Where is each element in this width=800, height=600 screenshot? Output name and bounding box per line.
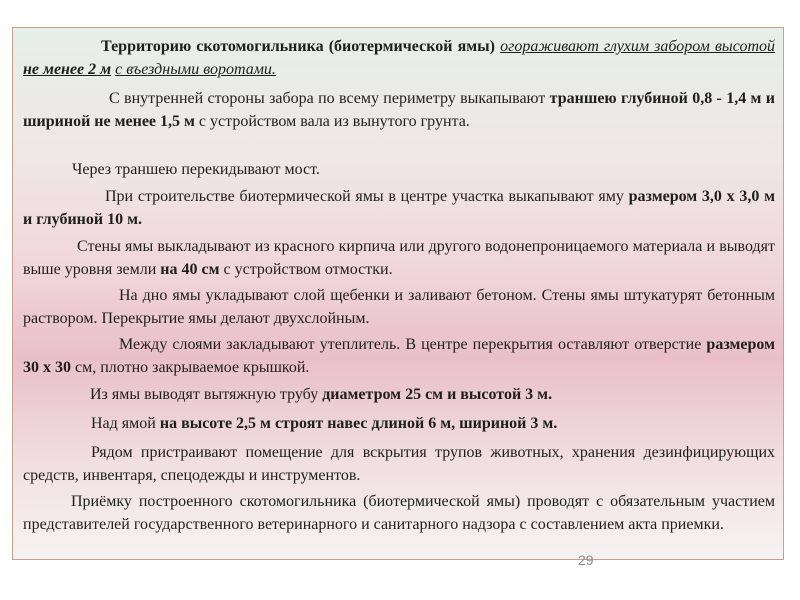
opening-size-text: размером 30 х 30 <box>23 336 776 376</box>
fence-height-value: не менее 2 м <box>23 60 112 78</box>
canopy-intro-text: Над ямой <box>91 415 156 432</box>
paragraph-pit-bottom <box>23 285 775 330</box>
paragraph-fence <box>23 36 775 81</box>
paragraph-insulation <box>23 334 775 379</box>
opening-unit-text: см <box>75 358 93 376</box>
pit-bottom-text: На дно ямы укладывают слой щебенки и заливают бетоном. Стены ямы штукатурят бетонным раствором. Перекрытие ямы делают двухслойным. <box>23 287 775 327</box>
paragraph-trench <box>23 88 775 133</box>
bridge-text: Через траншею перекидывают мост. <box>72 161 320 178</box>
acceptance-text: Приёмку построенного скотомогильника (биотермической ямы) проводят с обязательным участием представителей государственного ветеринарного и санитарного надзора с составлением акта приемки. <box>23 493 775 533</box>
insulation-text: Между слоями закладывают утеплитель. В центре перекрытия оставляют отверстие <box>119 336 702 353</box>
pit-walls-apron-text: с устройством отмостки. <box>223 260 393 278</box>
trench-intro-text: С внутренней стороны забора по всему периметру выкапывают <box>109 90 546 107</box>
pit-walls-height: на 40 см <box>160 260 220 278</box>
page-number: 29 <box>578 552 594 568</box>
vent-pipe-text: Из ямы выводят вытяжную трубу <box>90 386 319 403</box>
pit-walls-text: Стены ямы выкладывают из красного кирпича или другого водонепроницаемого материала и выводят выше уровня земли <box>23 238 775 278</box>
fence-gate-text: с въездными воротами. <box>115 60 276 78</box>
pit-size-text: размером 3,0 х 3,0 м и глубиной 10 м. <box>23 188 775 228</box>
paragraph-pit-size <box>23 186 775 231</box>
trench-dimensions-text: траншею глубиной 0,8 - 1,4 м и шириной не менее 1,5 м <box>23 90 776 130</box>
lid-text: , плотно закрываемое крышкой. <box>92 358 310 376</box>
fence-intro-text: Территорию скотомогильника (биотермической ямы) <box>101 38 495 55</box>
vent-pipe-size: диаметром 25 см и высотой 3 м. <box>322 386 553 403</box>
slide-content-frame <box>12 27 784 560</box>
room-text: Рядом пристраивают помещение для вскрытия трупов животных, хранения дезинфицирующих средств, инвентаря, спецодежды и инструментов. <box>23 444 775 484</box>
paragraph-room <box>23 442 775 487</box>
trench-rampart-text: с устройством вала из вынутого грунта. <box>198 112 470 130</box>
fence-height-text: огораживают глухим забором высотой <box>500 38 776 55</box>
paragraph-vent-pipe <box>23 384 775 407</box>
canopy-size-text: на высоте 2,5 м строят навес длиной 6 м, шириной 3 м. <box>159 415 558 432</box>
paragraph-acceptance <box>23 491 775 536</box>
paragraph-canopy <box>23 413 775 436</box>
pit-intro-text: При строительстве биотермической ямы в центре участка выкапывают яму <box>105 188 624 205</box>
paragraph-bridge <box>23 159 775 182</box>
paragraph-pit-walls <box>23 236 775 281</box>
